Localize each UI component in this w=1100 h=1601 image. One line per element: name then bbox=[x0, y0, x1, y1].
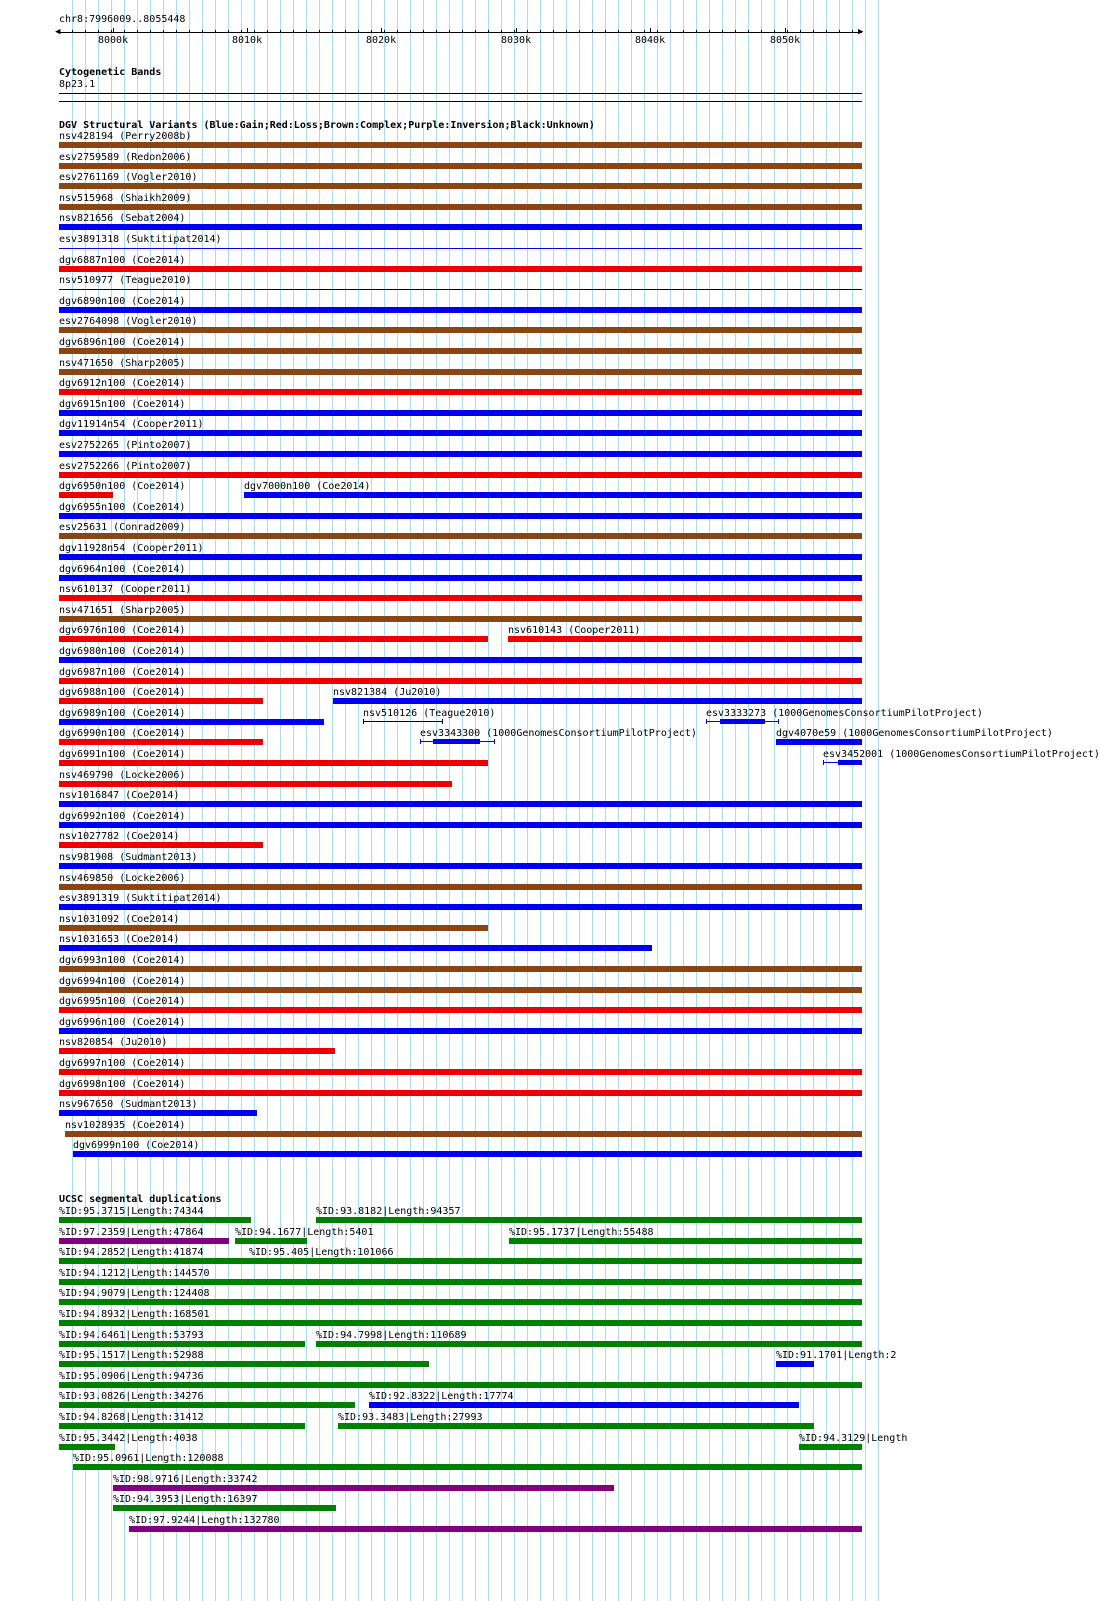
feature-bar[interactable] bbox=[59, 1423, 305, 1429]
feature-label[interactable]: %ID:94.7998|Length:110689 bbox=[316, 1330, 467, 1341]
feature-label[interactable]: %ID:94.3953|Length:16397 bbox=[113, 1494, 258, 1505]
ruler-minor-tick bbox=[358, 30, 359, 33]
feature-bar[interactable] bbox=[59, 1444, 115, 1450]
feature-bar[interactable] bbox=[59, 678, 862, 684]
cyto-band-line-top bbox=[59, 93, 862, 94]
ruler-minor-tick bbox=[254, 30, 255, 33]
ruler-tick bbox=[381, 28, 382, 33]
feature-bar[interactable] bbox=[59, 636, 488, 642]
feature-label[interactable]: nsv820854 (Ju2010) bbox=[59, 1037, 168, 1048]
feature-label[interactable]: %ID:97.2359|Length:47864 bbox=[59, 1227, 204, 1238]
feature-bar[interactable] bbox=[113, 1505, 336, 1511]
feature-bar[interactable] bbox=[59, 472, 862, 478]
feature-bar[interactable] bbox=[338, 1423, 814, 1429]
feature-label[interactable]: nsv821384 (Ju2010) bbox=[333, 687, 442, 698]
ruler-minor-tick bbox=[657, 30, 658, 33]
ruler-minor-tick bbox=[514, 30, 515, 33]
ruler-tick bbox=[247, 28, 248, 33]
feature-bar[interactable] bbox=[333, 698, 862, 704]
feature-bar[interactable] bbox=[316, 1341, 862, 1347]
feature-bar[interactable] bbox=[59, 492, 113, 498]
feature-label[interactable]: dgv6890n100 (Coe2014) bbox=[59, 296, 186, 307]
ruler-left-arrow-icon: ◀ bbox=[55, 27, 61, 37]
ruler-minor-tick bbox=[137, 30, 138, 33]
ruler-tick bbox=[650, 28, 651, 33]
feature-end-cap bbox=[823, 760, 824, 765]
feature-bar[interactable] bbox=[433, 739, 480, 744]
feature-label[interactable]: %ID:95.0906|Length:94736 bbox=[59, 1371, 204, 1382]
feature-label[interactable]: nsv1028935 (Coe2014) bbox=[65, 1120, 186, 1131]
feature-bar[interactable] bbox=[59, 781, 452, 787]
ruler-minor-tick bbox=[670, 30, 671, 33]
ruler-minor-tick bbox=[501, 30, 502, 33]
feature-label[interactable]: esv2759589 (Redon2006) bbox=[59, 152, 192, 163]
feature-bar[interactable] bbox=[59, 822, 862, 828]
ruler-minor-tick bbox=[644, 30, 645, 33]
feature-label[interactable]: nsv1016847 (Coe2014) bbox=[59, 790, 180, 801]
feature-label[interactable]: nsv510126 (Teague2010) bbox=[363, 708, 496, 719]
feature-label[interactable]: %ID:94.8268|Length:31412 bbox=[59, 1412, 204, 1423]
feature-label[interactable]: %ID:95.3715|Length:74344 bbox=[59, 1206, 204, 1217]
ruler-minor-tick bbox=[462, 30, 463, 33]
ruler-minor-tick bbox=[332, 30, 333, 33]
feature-bar[interactable] bbox=[59, 554, 862, 560]
feature-label[interactable]: dgv6964n100 (Coe2014) bbox=[59, 564, 186, 575]
feature-label[interactable]: %ID:95.1517|Length:52988 bbox=[59, 1350, 204, 1361]
feature-label[interactable]: esv2761169 (Vogler2010) bbox=[59, 172, 198, 183]
feature-bar[interactable] bbox=[59, 1299, 862, 1305]
cyto-band-label[interactable]: 8p23.1 bbox=[59, 79, 96, 90]
feature-label[interactable]: esv3333273 (1000GenomesConsortiumPilotProject) bbox=[706, 708, 983, 719]
cyto-band-line-bottom bbox=[59, 101, 862, 102]
ruler-minor-tick bbox=[98, 30, 99, 33]
feature-line[interactable] bbox=[363, 721, 443, 722]
feature-label[interactable]: %ID:98.9716|Length:33742 bbox=[113, 1474, 258, 1485]
feature-label[interactable]: dgv6990n100 (Coe2014) bbox=[59, 728, 186, 739]
feature-label[interactable]: dgv6955n100 (Coe2014) bbox=[59, 502, 186, 513]
feature-label[interactable]: nsv821656 (Sebat2004) bbox=[59, 213, 186, 224]
feature-bar[interactable] bbox=[59, 1090, 862, 1096]
feature-bar[interactable] bbox=[59, 1238, 229, 1244]
feature-bar[interactable] bbox=[776, 739, 862, 745]
ruler-minor-tick bbox=[163, 30, 164, 33]
feature-end-cap bbox=[442, 719, 443, 724]
feature-bar[interactable] bbox=[59, 204, 862, 210]
ruler-right-arrow-icon: ▶ bbox=[858, 27, 864, 37]
feature-end-cap bbox=[706, 719, 707, 724]
feature-label[interactable]: dgv6994n100 (Coe2014) bbox=[59, 976, 186, 987]
feature-bar[interactable] bbox=[59, 224, 862, 230]
feature-label[interactable]: dgv6980n100 (Coe2014) bbox=[59, 646, 186, 657]
feature-bar[interactable] bbox=[59, 289, 862, 290]
ruler-minor-tick bbox=[397, 30, 398, 33]
feature-bar[interactable] bbox=[59, 248, 862, 249]
feature-label[interactable]: %ID:92.8322|Length:17774 bbox=[369, 1391, 514, 1402]
feature-bar[interactable] bbox=[59, 719, 324, 725]
feature-bar[interactable] bbox=[59, 533, 862, 539]
feature-end-cap bbox=[420, 739, 421, 744]
feature-label[interactable]: %ID:97.9244|Length:132780 bbox=[129, 1515, 280, 1526]
feature-label[interactable]: dgv6987n100 (Coe2014) bbox=[59, 667, 186, 678]
feature-bar[interactable] bbox=[59, 987, 862, 993]
feature-bar[interactable] bbox=[59, 760, 488, 766]
feature-label[interactable]: %ID:94.8932|Length:168501 bbox=[59, 1309, 210, 1320]
feature-label[interactable]: dgv6992n100 (Coe2014) bbox=[59, 811, 186, 822]
feature-bar[interactable] bbox=[59, 389, 862, 395]
ruler-minor-tick bbox=[748, 30, 749, 33]
ruler-minor-tick bbox=[345, 30, 346, 33]
feature-label[interactable]: %ID:91.1701|Length:2 bbox=[776, 1350, 897, 1361]
feature-label[interactable]: %ID:93.0826|Length:34276 bbox=[59, 1391, 204, 1402]
ruler-minor-tick bbox=[293, 30, 294, 33]
cyto-track-title: Cytogenetic Bands bbox=[59, 67, 162, 78]
ruler-minor-tick bbox=[267, 30, 268, 33]
feature-label[interactable]: esv2752266 (Pinto2007) bbox=[59, 461, 192, 472]
feature-bar[interactable] bbox=[59, 616, 862, 622]
ruler-minor-tick bbox=[176, 30, 177, 33]
feature-label[interactable]: nsv471650 (Sharp2005) bbox=[59, 358, 186, 369]
ruler-minor-tick bbox=[384, 30, 385, 33]
feature-bar[interactable] bbox=[59, 142, 862, 148]
feature-bar[interactable] bbox=[59, 904, 862, 910]
feature-bar[interactable] bbox=[508, 636, 862, 642]
ruler-minor-tick bbox=[228, 30, 229, 33]
feature-label[interactable]: dgv6995n100 (Coe2014) bbox=[59, 996, 186, 1007]
ruler-tick bbox=[113, 28, 114, 33]
feature-label[interactable]: dgv6999n100 (Coe2014) bbox=[73, 1140, 200, 1151]
feature-label[interactable]: esv2764098 (Vogler2010) bbox=[59, 316, 198, 327]
feature-label[interactable]: nsv428194 (Perry2008b) bbox=[59, 131, 192, 142]
ruler-axis bbox=[59, 32, 862, 33]
ruler-minor-tick bbox=[202, 30, 203, 33]
ruler-tick bbox=[516, 28, 517, 33]
ruler-minor-tick bbox=[72, 30, 73, 33]
feature-label[interactable]: nsv1031092 (Coe2014) bbox=[59, 914, 180, 925]
ruler-minor-tick bbox=[488, 30, 489, 33]
feature-label[interactable]: esv3343300 (1000GenomesConsortiumPilotProject) bbox=[420, 728, 697, 739]
ruler-minor-tick bbox=[540, 30, 541, 33]
ruler-minor-tick bbox=[618, 30, 619, 33]
segdup-track-title: UCSC segmental duplications bbox=[59, 1194, 222, 1205]
feature-label[interactable]: dgv6996n100 (Coe2014) bbox=[59, 1017, 186, 1028]
feature-label[interactable]: nsv610137 (Cooper2011) bbox=[59, 584, 192, 595]
feature-bar[interactable] bbox=[244, 492, 862, 498]
feature-label[interactable]: %ID:94.1677|Length:5401 bbox=[235, 1227, 374, 1238]
ruler-minor-tick bbox=[553, 30, 554, 33]
feature-label[interactable]: nsv469790 (Locke2006) bbox=[59, 770, 186, 781]
feature-bar[interactable] bbox=[59, 307, 862, 313]
feature-label[interactable]: esv3452001 (1000GenomesConsortiumPilotProject) bbox=[823, 749, 1100, 760]
ruler-minor-tick bbox=[189, 30, 190, 33]
feature-bar[interactable] bbox=[249, 1258, 862, 1264]
feature-label[interactable]: dgv6887n100 (Coe2014) bbox=[59, 255, 186, 266]
feature-label[interactable]: dgv6991n100 (Coe2014) bbox=[59, 749, 186, 760]
feature-bar[interactable] bbox=[59, 327, 862, 333]
ruler-minor-tick bbox=[787, 30, 788, 33]
feature-label[interactable]: nsv510977 (Teague2010) bbox=[59, 275, 192, 286]
feature-bar[interactable] bbox=[59, 1110, 257, 1116]
feature-label[interactable]: dgv6997n100 (Coe2014) bbox=[59, 1058, 186, 1069]
feature-bar[interactable] bbox=[59, 575, 862, 581]
feature-label[interactable]: %ID:94.2852|Length:41874 bbox=[59, 1247, 204, 1258]
feature-bar[interactable] bbox=[316, 1217, 862, 1223]
feature-bar[interactable] bbox=[129, 1526, 862, 1532]
feature-bar[interactable] bbox=[59, 1028, 862, 1034]
feature-bar[interactable] bbox=[235, 1238, 307, 1244]
ruler-minor-tick bbox=[592, 30, 593, 33]
feature-label[interactable]: %ID:94.1212|Length:144570 bbox=[59, 1268, 210, 1279]
feature-bar[interactable] bbox=[59, 1320, 862, 1326]
feature-label[interactable]: dgv6998n100 (Coe2014) bbox=[59, 1079, 186, 1090]
ruler-minor-tick bbox=[85, 30, 86, 33]
ruler-minor-tick bbox=[761, 30, 762, 33]
ruler-tick-label: 8010k bbox=[232, 35, 263, 46]
feature-bar[interactable] bbox=[73, 1151, 862, 1157]
feature-label[interactable]: %ID:95.3442|Length:4038 bbox=[59, 1433, 198, 1444]
feature-bar[interactable] bbox=[59, 945, 652, 951]
ruler-minor-tick bbox=[813, 30, 814, 33]
feature-bar[interactable] bbox=[59, 595, 862, 601]
feature-label[interactable]: dgv6988n100 (Coe2014) bbox=[59, 687, 186, 698]
feature-bar[interactable] bbox=[59, 863, 862, 869]
ruler-minor-tick bbox=[800, 30, 801, 33]
ruler-position-label: chr8:7996009..8055448 bbox=[59, 14, 186, 25]
ruler-minor-tick bbox=[722, 30, 723, 33]
feature-bar[interactable] bbox=[59, 513, 862, 519]
feature-bar[interactable] bbox=[59, 1382, 862, 1388]
feature-bar[interactable] bbox=[59, 925, 488, 931]
ruler-minor-tick bbox=[683, 30, 684, 33]
dgv-track-title: DGV Structural Variants (Blue:Gain;Red:Loss;Brown:Complex;Purple:Inversion;Black:Unknown) bbox=[59, 120, 595, 131]
feature-bar[interactable] bbox=[799, 1444, 862, 1450]
feature-bar[interactable] bbox=[59, 698, 263, 704]
feature-bar[interactable] bbox=[776, 1361, 814, 1367]
feature-bar[interactable] bbox=[59, 369, 862, 375]
ruler-minor-tick bbox=[774, 30, 775, 33]
ruler-minor-tick bbox=[371, 30, 372, 33]
feature-label[interactable]: dgv7000n100 (Coe2014) bbox=[244, 481, 371, 492]
feature-label[interactable]: dgv11928n54 (Cooper2011) bbox=[59, 543, 204, 554]
feature-bar[interactable] bbox=[59, 1007, 862, 1013]
feature-label[interactable]: %ID:95.405|Length:101066 bbox=[249, 1247, 394, 1258]
feature-label[interactable]: dgv6993n100 (Coe2014) bbox=[59, 955, 186, 966]
feature-label[interactable]: nsv981908 (Sudmant2013) bbox=[59, 852, 198, 863]
feature-label[interactable]: esv25631 (Conrad2009) bbox=[59, 522, 186, 533]
feature-bar[interactable] bbox=[59, 739, 263, 745]
ruler-minor-tick bbox=[150, 30, 151, 33]
feature-label[interactable]: %ID:93.8182|Length:94357 bbox=[316, 1206, 461, 1217]
ruler-minor-tick bbox=[735, 30, 736, 33]
feature-end-cap bbox=[778, 719, 779, 724]
feature-label[interactable]: %ID:93.3483|Length:27993 bbox=[338, 1412, 483, 1423]
feature-bar[interactable] bbox=[59, 1402, 355, 1408]
feature-label[interactable]: nsv469850 (Locke2006) bbox=[59, 873, 186, 884]
feature-bar[interactable] bbox=[59, 842, 263, 848]
ruler-minor-tick bbox=[579, 30, 580, 33]
feature-bar[interactable] bbox=[509, 1238, 862, 1244]
feature-bar[interactable] bbox=[59, 1217, 251, 1223]
feature-bar[interactable] bbox=[59, 410, 862, 416]
ruler-minor-tick bbox=[410, 30, 411, 33]
feature-label[interactable]: dgv6896n100 (Coe2014) bbox=[59, 337, 186, 348]
ruler-minor-tick bbox=[423, 30, 424, 33]
feature-label[interactable]: %ID:94.9079|Length:124408 bbox=[59, 1288, 210, 1299]
feature-bar[interactable] bbox=[59, 1279, 862, 1285]
feature-label[interactable]: %ID:94.3129|Length bbox=[799, 1433, 908, 1444]
ruler-tick-label: 8040k bbox=[635, 35, 666, 46]
feature-bar[interactable] bbox=[59, 163, 862, 169]
feature-label[interactable]: dgv11914n54 (Cooper2011) bbox=[59, 419, 204, 430]
ruler-minor-tick bbox=[436, 30, 437, 33]
feature-label[interactable]: nsv967650 (Sudmant2013) bbox=[59, 1099, 198, 1110]
feature-label[interactable]: dgv6976n100 (Coe2014) bbox=[59, 625, 186, 636]
feature-bar[interactable] bbox=[59, 1258, 249, 1264]
feature-label[interactable]: nsv1027782 (Coe2014) bbox=[59, 831, 180, 842]
ruler-minor-tick bbox=[111, 30, 112, 33]
feature-label[interactable]: nsv1031653 (Coe2014) bbox=[59, 934, 180, 945]
ruler-minor-tick bbox=[306, 30, 307, 33]
feature-bar[interactable] bbox=[369, 1402, 799, 1408]
feature-bar[interactable] bbox=[59, 1048, 335, 1054]
feature-bar[interactable] bbox=[73, 1464, 862, 1470]
feature-bar[interactable] bbox=[59, 884, 862, 890]
feature-label[interactable]: nsv610143 (Cooper2011) bbox=[508, 625, 641, 636]
feature-label[interactable]: dgv6912n100 (Coe2014) bbox=[59, 378, 186, 389]
feature-bar[interactable] bbox=[59, 183, 862, 189]
ruler-minor-tick bbox=[215, 30, 216, 33]
feature-bar[interactable] bbox=[838, 760, 862, 765]
ruler-minor-tick bbox=[605, 30, 606, 33]
feature-bar[interactable] bbox=[59, 801, 862, 807]
feature-end-cap bbox=[494, 739, 495, 744]
ruler-minor-tick bbox=[709, 30, 710, 33]
feature-label[interactable]: %ID:95.1737|Length:55488 bbox=[509, 1227, 654, 1238]
feature-bar[interactable] bbox=[720, 719, 765, 724]
feature-label[interactable]: esv3891318 (Suktitipat2014) bbox=[59, 234, 222, 245]
ruler-minor-tick bbox=[124, 30, 125, 33]
feature-bar[interactable] bbox=[59, 430, 862, 436]
ruler-minor-tick bbox=[696, 30, 697, 33]
ruler-minor-tick bbox=[826, 30, 827, 33]
ruler-minor-tick bbox=[449, 30, 450, 33]
feature-label[interactable]: dgv6989n100 (Coe2014) bbox=[59, 708, 186, 719]
ruler-tick bbox=[785, 28, 786, 33]
ruler-tick-label: 8030k bbox=[501, 35, 532, 46]
feature-label[interactable]: dgv6950n100 (Coe2014) bbox=[59, 481, 186, 492]
feature-label[interactable]: %ID:94.6461|Length:53793 bbox=[59, 1330, 204, 1341]
ruler-minor-tick bbox=[280, 30, 281, 33]
feature-bar[interactable] bbox=[59, 451, 862, 457]
feature-bar[interactable] bbox=[59, 266, 862, 272]
feature-label[interactable]: esv3891319 (Suktitipat2014) bbox=[59, 893, 222, 904]
ruler-minor-tick bbox=[475, 30, 476, 33]
ruler-tick-label: 8000k bbox=[98, 35, 129, 46]
feature-bar[interactable] bbox=[65, 1131, 862, 1137]
feature-label[interactable]: dgv4070e59 (1000GenomesConsortiumPilotProject) bbox=[776, 728, 1053, 739]
feature-label[interactable]: %ID:95.0961|Length:120088 bbox=[73, 1453, 224, 1464]
feature-bar[interactable] bbox=[59, 348, 862, 354]
feature-bar[interactable] bbox=[59, 657, 862, 663]
ruler-tick-label: 8020k bbox=[366, 35, 397, 46]
ruler-tick-label: 8050k bbox=[770, 35, 801, 46]
ruler-minor-tick bbox=[839, 30, 840, 33]
ruler-minor-tick bbox=[319, 30, 320, 33]
feature-bar[interactable] bbox=[59, 1341, 305, 1347]
feature-label[interactable]: nsv515968 (Shaikh2009) bbox=[59, 193, 192, 204]
ruler-minor-tick bbox=[852, 30, 853, 33]
ruler-minor-tick bbox=[566, 30, 567, 33]
feature-label[interactable]: nsv471651 (Sharp2005) bbox=[59, 605, 186, 616]
feature-bar[interactable] bbox=[59, 1361, 429, 1367]
feature-bar[interactable] bbox=[113, 1485, 614, 1491]
feature-end-cap bbox=[363, 719, 364, 724]
feature-bar[interactable] bbox=[59, 1069, 862, 1075]
ruler-minor-tick bbox=[527, 30, 528, 33]
feature-bar[interactable] bbox=[59, 966, 862, 972]
feature-label[interactable]: dgv6915n100 (Coe2014) bbox=[59, 399, 186, 410]
ruler-minor-tick bbox=[241, 30, 242, 33]
feature-label[interactable]: esv2752265 (Pinto2007) bbox=[59, 440, 192, 451]
ruler-minor-tick bbox=[631, 30, 632, 33]
